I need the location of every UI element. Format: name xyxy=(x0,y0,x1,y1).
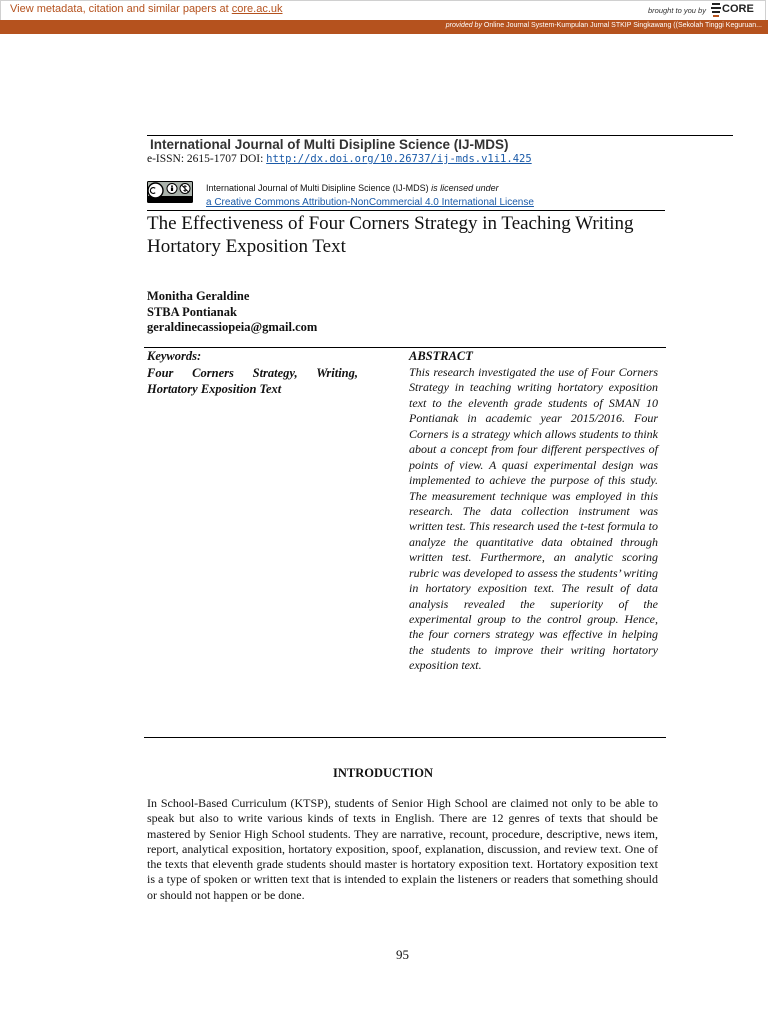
license-journal-name: International Journal of Multi Disipline Science (IJ-MDS) xyxy=(206,183,429,193)
author-block xyxy=(147,289,317,336)
page-number: 95 xyxy=(396,947,409,962)
core-provided-label: provided by xyxy=(445,22,482,29)
keywords-heading: Keywords: xyxy=(147,349,202,363)
core-logo-icon xyxy=(710,2,722,18)
abstract-box-top-rule xyxy=(144,347,666,348)
core-url-link[interactable]: core.ac.uk xyxy=(231,3,283,15)
core-provided-text[interactable] xyxy=(446,22,762,29)
introduction-heading: INTRODUCTION xyxy=(332,766,433,780)
title-rule xyxy=(147,210,665,211)
author-email: geraldinecassiopeia@gmail.com xyxy=(147,320,318,334)
license-suffix: is licensed under xyxy=(431,183,499,193)
journal-header-rule xyxy=(147,135,733,136)
core-link-text: View metadata, citation and similar papers at xyxy=(10,3,229,15)
core-logo-text: CORE xyxy=(722,3,754,15)
doi-link[interactable]: http://dx.doi.org/10.26737/ij-mds.v1i1.425 xyxy=(266,153,532,165)
introduction-paragraph: In School-Based Curriculum (KTSP), students of Senior High School are claimed not only to be able to speak but also to write various kinds of texts in English. There are 12 genres of texts that should be mastered by Senior High School students. They are narrative, recount, procedure, descriptive, news item, report, analytical exposition, hortatory exposition, spoof, explanation, discussion, and review text. One of the texts that eleventh grade students should master is hortatory exposition text. Hortatory exposition text is a type of spoken or written text that is intended to explain the listeners or readers that something should or should not happen or be done. xyxy=(147,796,658,902)
license-statement xyxy=(206,183,499,193)
cc-by-nc-license-icon[interactable] xyxy=(147,181,193,203)
core-brought-text: brought to you by xyxy=(648,6,706,15)
license-link[interactable]: a Creative Commons Attribution-NonCommercial 4.0 International License xyxy=(206,197,534,208)
core-metadata-link[interactable] xyxy=(10,3,283,15)
abstract-text: This research investigated the use of Four Corners Strategy in teaching writing hortatory exposition text to the eleventh grade students of SMAN 10 Pontianak in academic year 2015/2016. Four Corners is a strategy which allows students to think about a concept from four different perspectives of points of view. A quasi experimental design was implemented to achieve the purpose of this study. The measurement technique was employed in this research. The data collection instrument was written test. This research used the t-test formula to analyze the quantitative data obtained through written test. Furthermore, an analytic scoring rubric was developed to assess the students’ writing in hortatory exposition text. The result of data analysis revealed the superiority of the experimental group to the control group. Hence, the four corners strategy was effective in helping the students to improve their writing hortatory exposition text. xyxy=(409,365,658,673)
core-provider-name[interactable]: Online Journal System-Kumpulan Jurnal STKIP Singkawang ((Sekolah Tinggi Keguruan... xyxy=(483,22,762,29)
issn-text: e-ISSN: 2615-1707 DOI: xyxy=(147,153,264,165)
abstract-heading: ABSTRACT xyxy=(409,349,473,363)
journal-name: International Journal of Multi Disipline Science (IJ-MDS) xyxy=(150,137,509,152)
author-name: Monitha Geraldine xyxy=(147,289,250,303)
author-affiliation: STBA Pontianak xyxy=(147,304,237,319)
abstract-box-bottom-rule xyxy=(144,737,666,738)
issn-line xyxy=(147,153,532,165)
keywords-text: Four Corners Strategy, Writing, Hortatory Exposition Text xyxy=(147,366,358,396)
paper-title: The Effectiveness of Four Corners Strategy in Teaching Writing Hortatory Exposition Text xyxy=(147,213,634,257)
